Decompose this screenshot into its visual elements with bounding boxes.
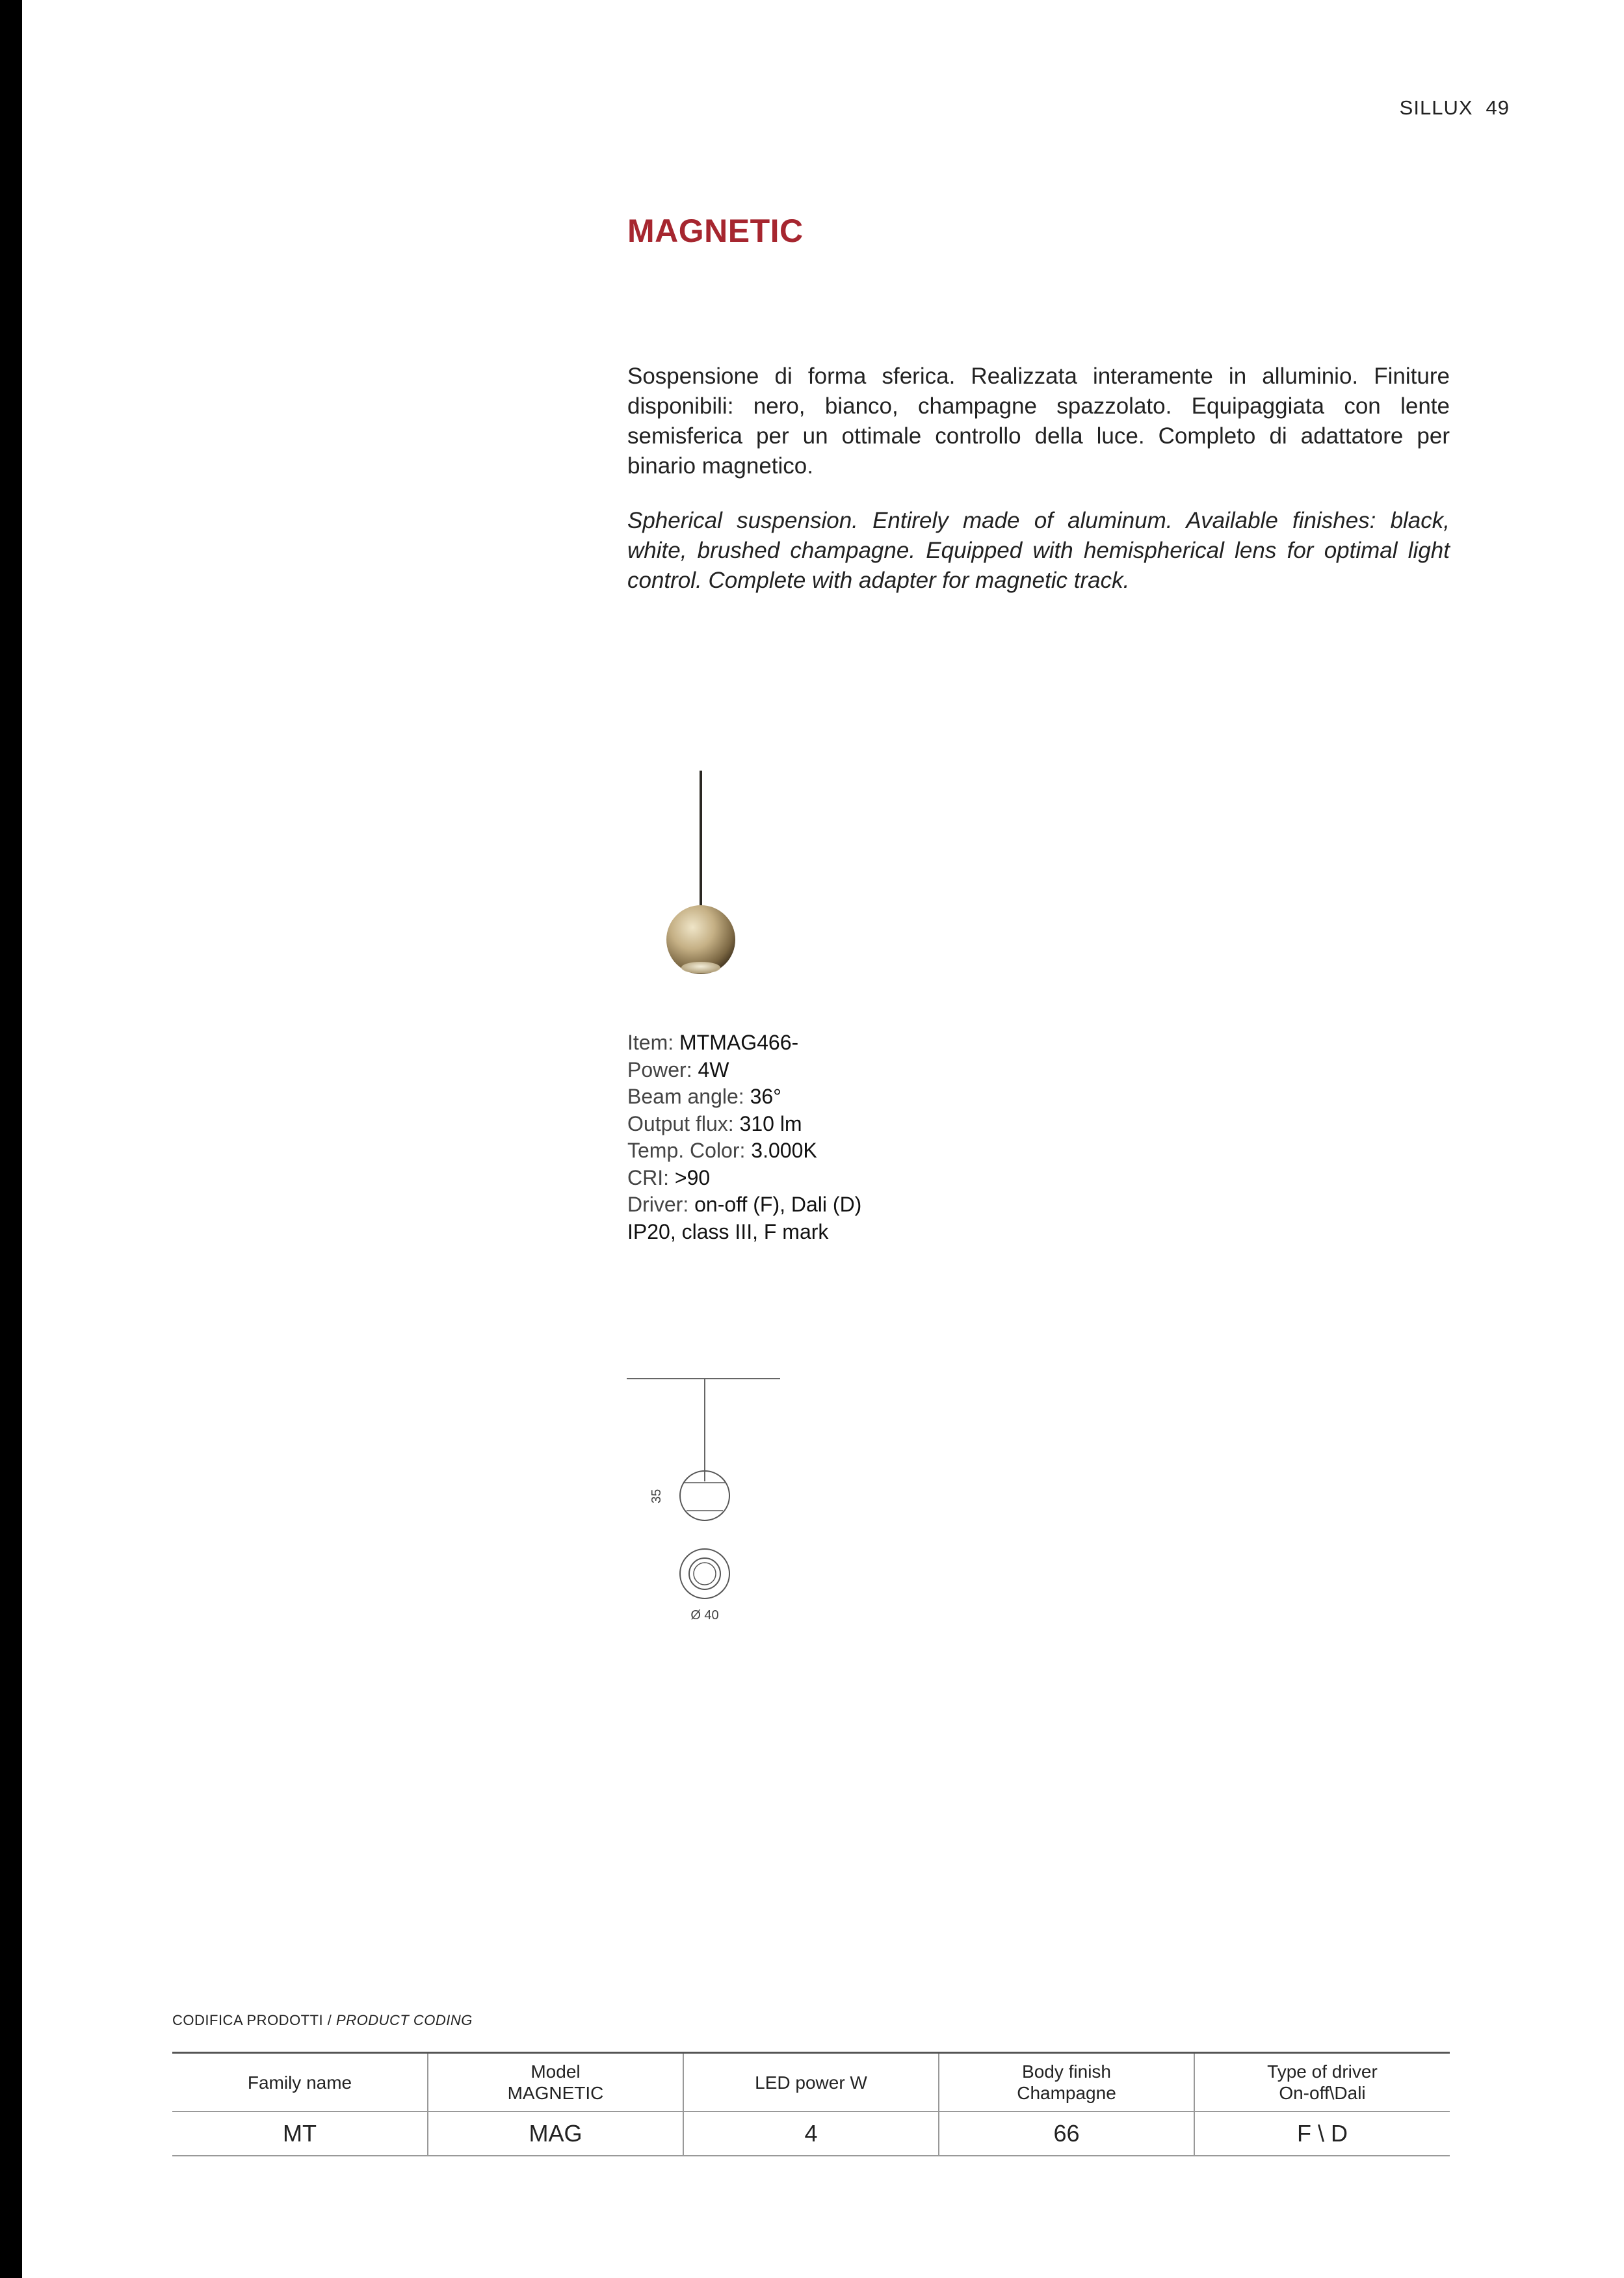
spec-beam-angle: Beam angle: 36° [627, 1085, 781, 1108]
sphere-lens [681, 962, 720, 973]
diameter-dimension: Ø 40 [690, 1608, 719, 1622]
header-family-name: Family name [247, 2072, 352, 2093]
spec-power: Power: 4W [627, 1057, 729, 1081]
cell-model-code: MAG [428, 2112, 683, 2156]
table-row [172, 2112, 1450, 2156]
page-header [1400, 96, 1510, 120]
suspension-cable [700, 771, 702, 912]
cell-finish-code: 66 [939, 2112, 1194, 2156]
spec-list [627, 1029, 861, 1245]
spec-temp-color: Temp. Color: 3.000K [627, 1139, 817, 1162]
product-image [657, 771, 748, 979]
spec-driver: Driver: on-off (F), Dali (D) [627, 1193, 862, 1216]
spec-output-flux: Output flux: 310 lm [627, 1111, 802, 1135]
bottom-view-outer [680, 1549, 729, 1598]
description-italian: Sospensione di forma sferica. Realizzata interamente in alluminio. Finiture disponibili: nero, bianco, champagne spazzolato. Equipaggiata con lente semisferica per un ottimale controllo della luce. Completo di adattatore per binario magnetico. [627, 364, 1450, 479]
technical-drawing [624, 1371, 793, 1631]
header-driver-type: Type of driver On-off\Dali [1194, 2053, 1450, 2112]
spec-cri: CRI: >90 [627, 1165, 711, 1189]
product-coding-table [172, 2052, 1450, 2156]
table-header-row [172, 2053, 1450, 2112]
cell-driver-code: F \ D [1194, 2112, 1450, 2156]
bottom-view-inner [694, 1563, 716, 1585]
spec-item: Item: MTMAG466- [627, 1031, 799, 1054]
left-edge-bar [0, 0, 22, 2278]
description-english: Spherical suspension. Entirely made of aluminum. Available finishes: black, white, brushed champagne. Equipped with hemispherical lens for optimal light control. Complete with adapter for magnetic track. [627, 508, 1450, 593]
cell-power-code: 4 [683, 2112, 939, 2156]
header-led-power: LED power W [683, 2053, 939, 2112]
page-number: 49 [1486, 96, 1510, 119]
header-model: Model MAGNETIC [428, 2053, 683, 2112]
spec-protection: IP20, class III, F mark [627, 1219, 829, 1243]
cell-family-code: MT [283, 2120, 317, 2147]
product-coding-caption: CODIFICA PRODOTTI / PRODUCT CODING [172, 2012, 473, 2028]
product-title: MAGNETIC [627, 213, 804, 249]
brand-name: SILLUX [1399, 96, 1473, 119]
height-dimension: 35 [649, 1489, 664, 1503]
header-body-finish: Body finish Champagne [939, 2053, 1194, 2112]
